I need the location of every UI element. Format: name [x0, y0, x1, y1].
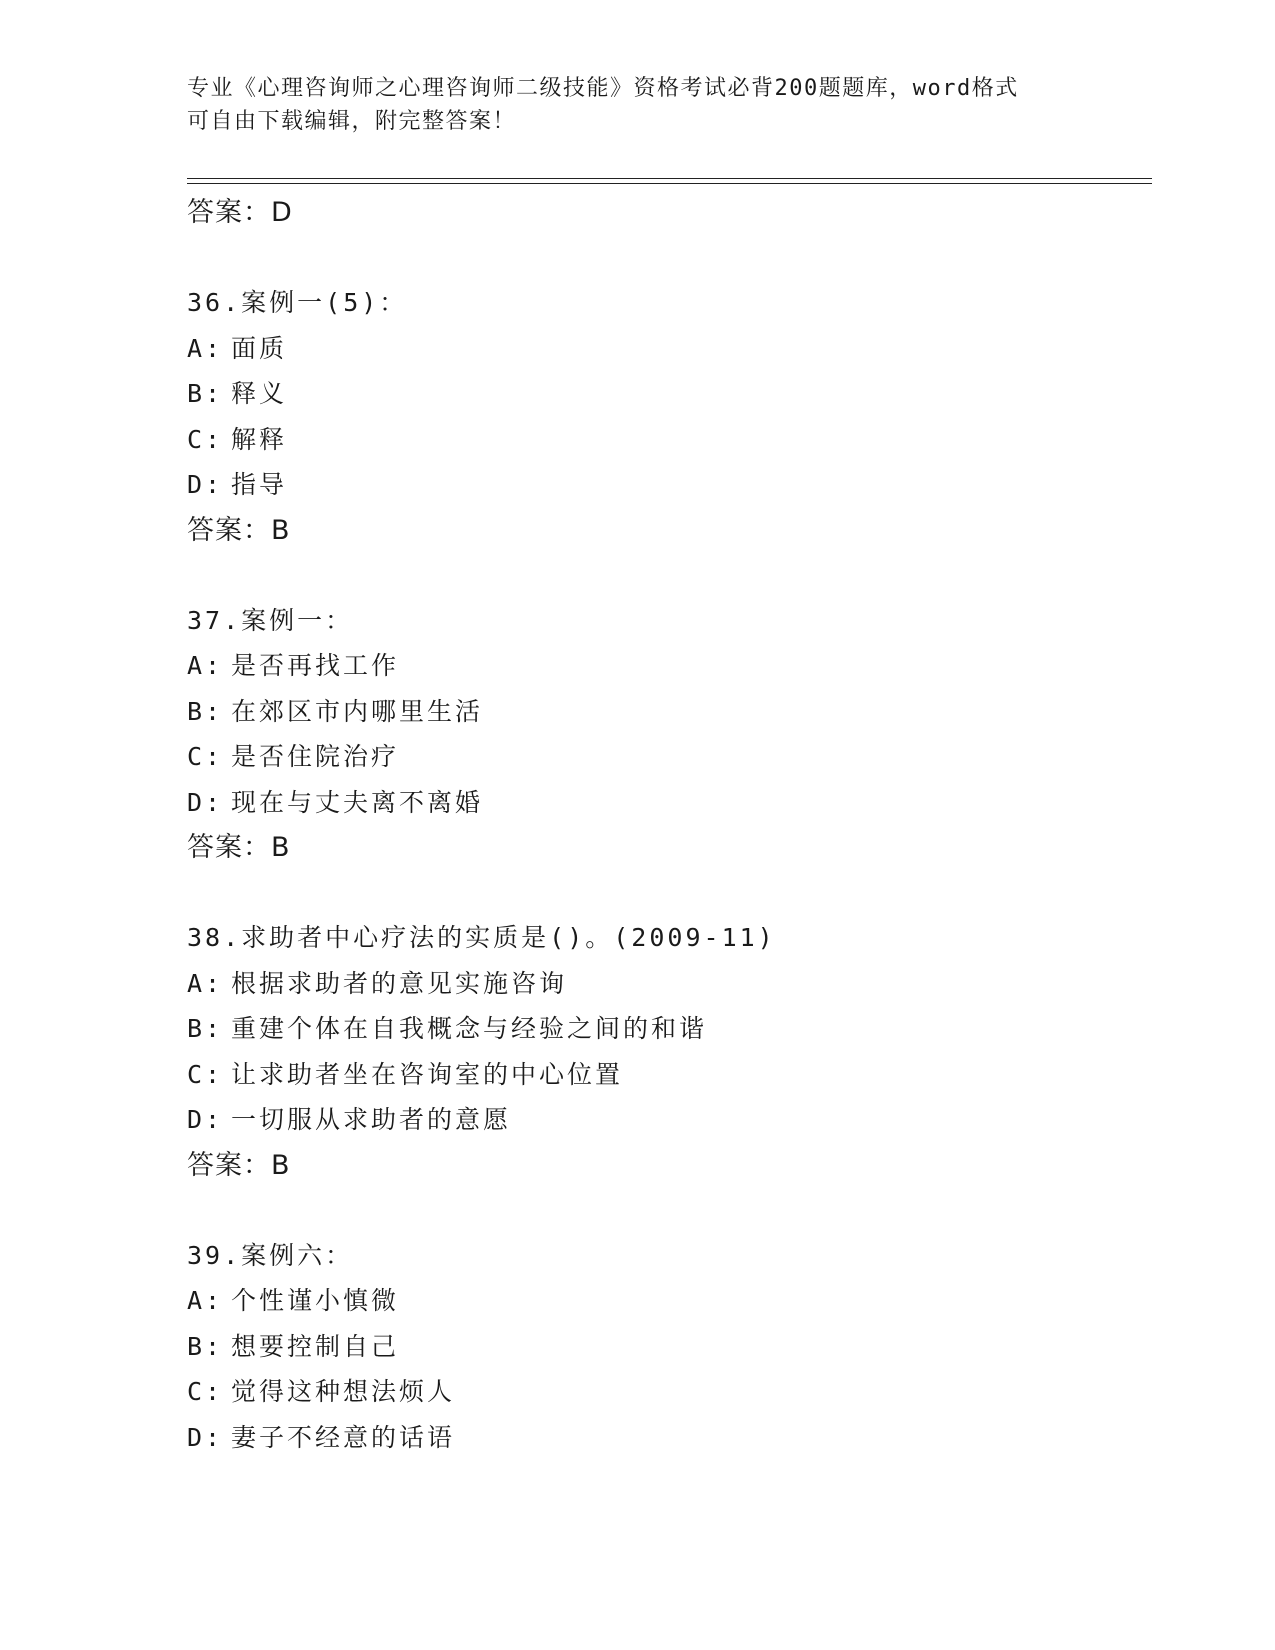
option-letter: A: — [187, 1286, 224, 1315]
option-letter: D: — [187, 470, 224, 499]
answer-line: 答案：B — [187, 514, 291, 546]
previous-answer: 答案：D — [187, 197, 293, 228]
option-text: 现在与丈夫离不离婚 — [231, 787, 484, 817]
option-text: 重建个体在自我概念与经验之间的和谐 — [231, 1014, 708, 1043]
option-letter: D: — [187, 1422, 224, 1452]
question-text: 37.案例一： — [187, 605, 354, 635]
answer-line: 答案：B — [187, 832, 291, 863]
option-b — [187, 689, 1167, 735]
option-text: 一切服从求助者的意愿 — [231, 1105, 512, 1134]
option-text: 让求助者坐在咨询室的中心位置 — [231, 1059, 624, 1089]
option-letter: B: — [187, 696, 224, 726]
option-d — [187, 1415, 1167, 1461]
header-divider-top — [187, 178, 1152, 179]
question-list — [187, 190, 1167, 1460]
question-39 — [187, 1233, 1167, 1461]
option-b — [187, 1006, 1167, 1052]
option-letter: A: — [187, 651, 224, 680]
question-36 — [187, 280, 1167, 553]
option-d — [187, 1097, 1167, 1143]
answer-line: 答案：B — [187, 1149, 291, 1181]
document-header — [187, 72, 1067, 138]
option-a — [187, 961, 1167, 1007]
option-a — [187, 1278, 1167, 1324]
option-letter: D: — [187, 787, 224, 817]
option-letter: B: — [187, 379, 224, 408]
option-a — [187, 643, 1167, 689]
option-letter: A: — [187, 333, 224, 363]
option-text: 妻子不经意的话语 — [231, 1422, 456, 1452]
header-line-1: 专业《心理咨询师之心理咨询师二级技能》资格考试必背200题题库，word格式 — [187, 76, 1019, 101]
option-c — [187, 1052, 1167, 1098]
option-c — [187, 417, 1167, 463]
option-text: 解释 — [231, 424, 288, 454]
option-text: 个性谨小慎微 — [231, 1286, 400, 1315]
option-a — [187, 326, 1167, 372]
option-letter: C: — [187, 424, 224, 454]
option-letter: C: — [187, 1059, 224, 1089]
question-37 — [187, 598, 1167, 871]
option-b — [187, 1324, 1167, 1370]
option-text: 想要控制自己 — [231, 1331, 400, 1361]
option-text: 释义 — [231, 379, 288, 408]
option-text: 面质 — [231, 333, 288, 363]
option-letter: D: — [187, 1105, 224, 1134]
option-letter: B: — [187, 1331, 224, 1361]
question-text: 39.案例六： — [187, 1240, 354, 1270]
option-d — [187, 780, 1167, 826]
header-line-2: 可自由下载编辑，附完整答案！ — [187, 109, 517, 134]
option-d — [187, 462, 1167, 508]
option-text: 是否住院治疗 — [231, 742, 400, 771]
question-text: 38.求助者中心疗法的实质是()。(2009-11) — [187, 923, 776, 952]
option-b — [187, 371, 1167, 417]
option-c — [187, 734, 1167, 780]
option-letter: C: — [187, 1377, 224, 1406]
question-text: 36.案例一(5)： — [187, 288, 408, 317]
option-letter: C: — [187, 742, 224, 771]
header-divider-bottom — [187, 183, 1152, 184]
option-letter: A: — [187, 968, 224, 998]
option-text: 在郊区市内哪里生活 — [231, 696, 484, 726]
option-text: 根据求助者的意见实施咨询 — [231, 968, 568, 998]
option-text: 是否再找工作 — [231, 651, 400, 680]
option-c — [187, 1369, 1167, 1415]
option-letter: B: — [187, 1014, 224, 1043]
option-text: 觉得这种想法烦人 — [231, 1377, 456, 1406]
option-text: 指导 — [231, 470, 288, 499]
question-38 — [187, 915, 1167, 1188]
